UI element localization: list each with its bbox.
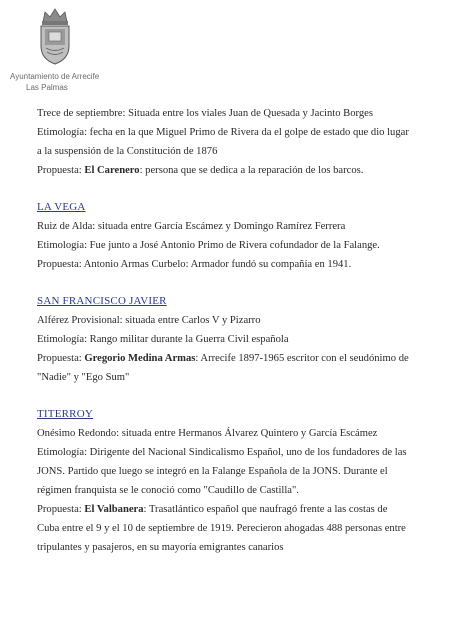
proposal-line: Propuesta: Antonio Armas Curbelo: Armador fundó su compañía en 1941. xyxy=(37,259,352,270)
proposal-line-cont: Cuba entre el 9 y el 10 de septiembre de 1919. Perecieron ahogadas 488 personas entre xyxy=(37,523,406,534)
etymology-line: Etimología: fecha en la que Miguel Primo de Rivera da el golpe de estado que dio lugar xyxy=(37,127,409,138)
proposal-text: : Trasatlántico español que naufragó frente a las costas de xyxy=(143,504,388,515)
proposal-prefix: Propuesta: xyxy=(37,165,85,176)
section-la-vega xyxy=(37,198,457,274)
street-line: Ruiz de Alda: situada entre García Escámez y Domingo Ramírez Ferrera xyxy=(37,221,346,232)
proposal-line-cont: tripulantes y pasajeros, en su mayoría emigrantes canarios xyxy=(37,542,284,553)
org-name: Ayuntamiento de Arrecife xyxy=(10,72,100,81)
section-titerroy xyxy=(37,405,457,557)
letterhead xyxy=(10,6,154,92)
section-san-francisco-javier xyxy=(37,292,457,387)
etymology-line-cont: a la suspensión de la Constitución de 1876 xyxy=(37,146,218,157)
coat-of-arms-icon xyxy=(34,6,76,66)
etymology-line: Etimología: Rango militar durante la Guerra Civil española xyxy=(37,334,289,345)
street-line: Trece de septiembre: Situada entre los viales Juan de Quesada y Jacinto Borges xyxy=(37,108,373,119)
proposal-line xyxy=(37,349,457,368)
etymology-line-cont: régimen franquista se le conoció como "Caudillo de Castilla". xyxy=(37,485,299,496)
proposal-name: El Carenero xyxy=(84,165,140,176)
proposal-line-cont: "Nadie" y "Ego Sum" xyxy=(37,372,130,383)
proposal-text: : Arrecife 1897-1965 escritor con el seudónimo de xyxy=(195,353,409,364)
section-heading: LA VEGA xyxy=(37,201,86,213)
proposal-name: Gregorio Medina Armas xyxy=(84,353,196,364)
street-line: Onésimo Redondo: situada entre Hermanos Álvarez Quintero y García Escámez xyxy=(37,428,378,439)
section-heading: SAN FRANCISCO JAVIER xyxy=(37,295,167,307)
etymology-line: Etimología: Dirigente del Nacional Sindicalismo Español, uno de los fundadores de las xyxy=(37,447,407,458)
etymology-line-cont: JONS. Partido que luego se integró en la Falange Española de la JONS. Durante el xyxy=(37,466,388,477)
proposal-line xyxy=(37,161,457,180)
org-location: Las Palmas xyxy=(26,83,68,92)
document-body xyxy=(37,104,457,557)
section-trece xyxy=(37,104,457,180)
proposal-prefix: Propuesta: xyxy=(37,353,85,364)
section-heading: TITERROY xyxy=(37,408,93,420)
proposal-text: : persona que se dedica a la reparación de los barcos. xyxy=(139,165,364,176)
street-line: Alférez Provisional: situada entre Carlos V y Pizarro xyxy=(37,315,261,326)
proposal-prefix: Propuesta: xyxy=(37,504,85,515)
proposal-name: El Valbanera xyxy=(84,504,144,515)
etymology-line: Etimología: Fue junto a José Antonio Primo de Rivera cofundador de la Falange. xyxy=(37,240,380,251)
proposal-line xyxy=(37,500,457,519)
